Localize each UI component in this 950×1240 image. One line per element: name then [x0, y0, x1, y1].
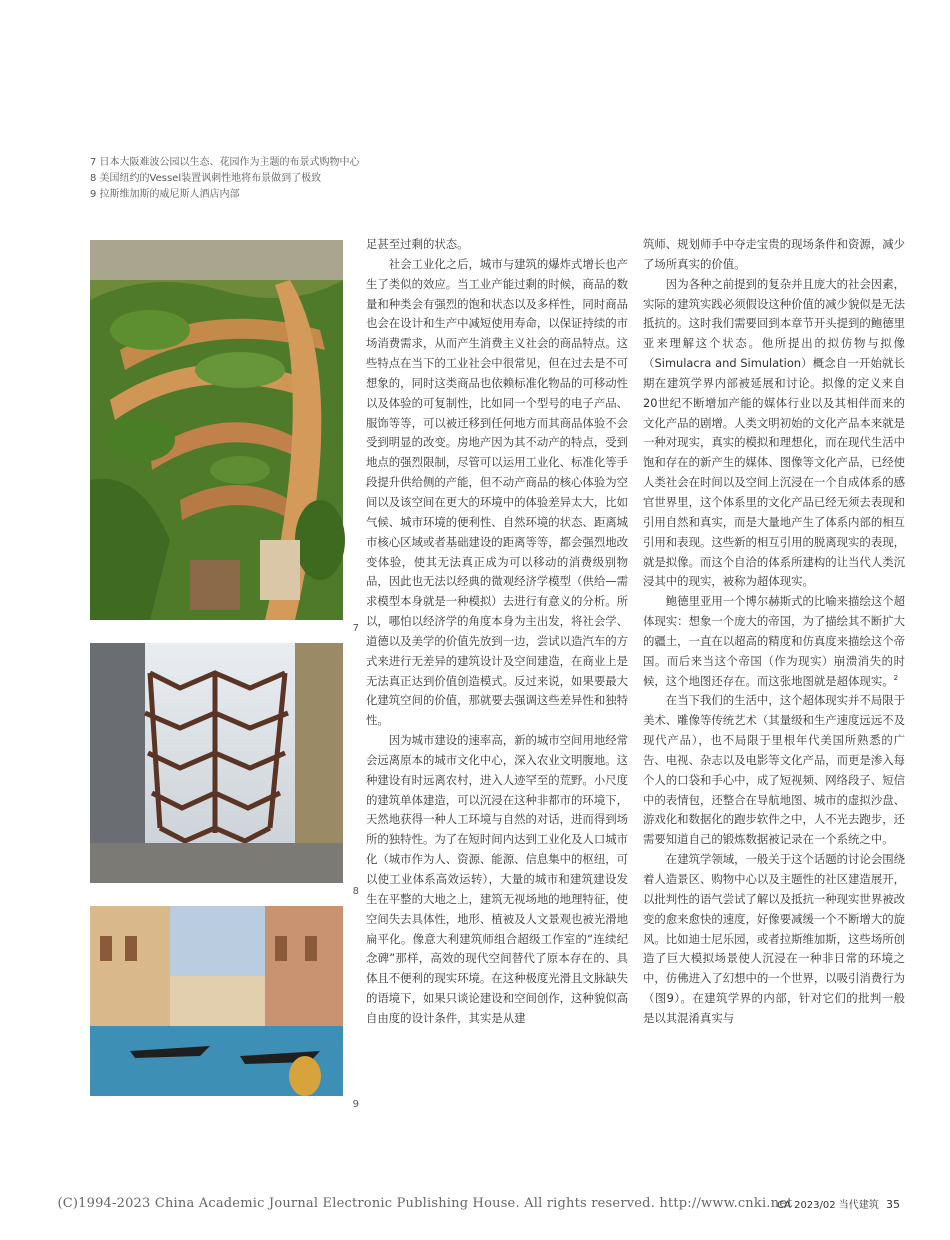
text-column-1	[366, 235, 628, 1029]
caption-fig7: 7 日本大阪难波公园以生态、花园作为主题的布景式购物中心	[90, 157, 360, 168]
copyright-footer: (C)1994-2023 China Academic Journal Electronic Publishing House. All rights reserved. http://www.cnki.net	[57, 1196, 793, 1211]
journal-name: CA 2023/02 当代建筑	[777, 1200, 879, 1211]
paragraph: 足甚至过剩的状态。	[366, 237, 469, 251]
figure-captions	[90, 155, 490, 203]
footnote-mark: 2	[893, 673, 899, 682]
photo-venetian	[90, 906, 359, 1110]
caption-fig9: 9 拉斯维加斯的威尼斯人酒店内部	[90, 189, 240, 200]
paragraph: 因为城市建设的速率高，新的城市空间用地经常会远离原本的城市文化中心，深入农业文明腹地。这种建设有时远离农村，进入人迹罕至的荒野。小尺度的建筑单体建造，可以沉浸在这种非都市的环境下，天然地获得一种人工环境与自然的对话，进而得到场所的独特性。为了在短时间内达到工业化及人口城市化（城市作为人、资源、能源、信息集中的枢纽，可以使工业体系高效运转），大量的城市和建筑建设发生在平整的大地之上，建筑无视场地的地理特征，使空间失去具体性，地形、植被及人文景观也被光滑地扁平化。像意大利建筑师组合超级工作室的“连续纪念碑”那样，高效的现代空间替代了原本存在的、具体且不便利的现实环境。在这种极度光滑且文脉缺失的语境下，如果只谈论建设和空间创作，这种貌似高自由度的设计条件，其实是从建	[366, 733, 629, 1025]
paragraph: 社会工业化之后，城市与建筑的爆炸式增长也产生了类似的效应。当工业产能过剩的时候，商品的数量和种类会有强烈的饱和状态以及多样性，同时商品也会在设计和生产中减短使用寿命，以保证持续的市场消费需求，从而产生消费主义社会的商品特点。这些特点在当下的工业社会中很常见，但在过去是不可想象的，同时这类商品也依赖标准化物品的可移动性以及体验的可复制性，比如同一个型号的电子产品、服饰等等，可以被迁移到任何地方而其商品体验不会受到明显的改变。房地产因为其不动产的特点，受到地点的强烈限制，尽管可以运用工业化、标准化等手段提升供给侧的产能，但不动产商品的核心体验为空间以及该空间在更大的环境中的体验差异太大，比如气候、城市环境的便利性、自然环境的状态、距离城市核心区域或者基础建设的距离等等，都会强烈地改变体验，使其无法真正成为可以移动的消费级别物品，因此也无法以经典的微观经济学模型（供给—需求模型本身就是一种模拟）去进行有意义的分析。所以，哪怕以经济学的角度本身为主出发，将社会学、道德以及美学的价值先放到一边，尝试以造汽车的方式来进行无差异的建筑设计及空间建造，在商业上是无法真正达到价值创造模式。反过来说，如果要最大化建筑空间的价值，那就要去强调这些差异性和独特性。	[366, 256, 629, 728]
figure-number-7: 7	[352, 623, 359, 634]
venetian-image	[90, 906, 343, 1096]
page-number: 35	[886, 1198, 900, 1211]
paragraph: 筑师、规划师手中夺走宝贵的现场条件和资源，减少了场所真实的价值。	[643, 237, 905, 271]
photo-vessel	[90, 643, 359, 897]
text-column-2	[643, 235, 905, 1029]
paragraph	[643, 592, 905, 691]
journal-footer	[777, 1196, 900, 1211]
paragraph: 在当下我们的生活中，这个超体现实并不局限于美术、雕像等传统艺术（其量级和生产速度远远不及现代产品），也不局限于里根年代美国所熟悉的广告、电视、杂志以及电影等文化产品，而更是渗入每个人的口袋和手心中，成了短视频、网络段子、短信中的表情包，还整合在导航地图、城市的虚拟沙盘、游戏化和数据化的跑步软件之中，人不光去跑步，还需要知道自己的锻炼数据被记录在一个系统之中。	[643, 693, 906, 847]
namba-parks-image	[90, 240, 343, 620]
caption-fig8: 8 美国纽约的Vessel装置讽刺性地将布景做到了极致	[90, 173, 322, 184]
paragraph-text: 鲍德里亚用一个博尔赫斯式的比喻来描绘这个超体现实：想象一个庞大的帝国，为了描绘其不断扩大的疆土，一直在以超高的精度和仿真度来描绘这个帝国。而后来当这个帝国（作为现实）崩溃消失的时候，这个地图还存在。而这张地图就是超体现实。	[643, 594, 906, 688]
figure-number-8: 8	[352, 886, 359, 897]
photo-namba-parks	[90, 240, 359, 634]
figure-number-9: 9	[352, 1099, 359, 1110]
vessel-image	[90, 643, 343, 883]
paragraph: 因为各种之前提到的复杂并且庞大的社会因素，实际的建筑实践必须假设这种价值的减少貌似是无法抵抗的。这时我们需要回到本章节开头提到的鲍德里亚来理解这个状态。他所提出的拟仿物与拟像（Simulacra and Simulation）概念自一开始就长期在建筑学界内部被延展和讨论。拟像的定义来自20世纪不断增加产能的媒体行业以及其相伴而来的文化产品的剧增。人类文明初始的文化产品本来就是一种对现实，真实的模拟和理想化，而在现代生活中饱和存在的新产生的媒体、图像等文化产品，已经使人类社会在时间以及空间上沉浸在一个自成体系的感官世界里，这个体系里的文化产品已经无须去表现和引用自然和真实，而是大量地产生了体系内部的相互引用和表现。这些新的相互引用的脱离现实的表现，就是拟像。而这个自洽的体系所建构的让当代人类沉浸其中的现实，被称为超体现实。	[643, 276, 906, 589]
paragraph: 在建筑学领域，一般关于这个话题的讨论会围绕着人造景区、购物中心以及主题性的社区建造展开，以批判性的语气尝试了解以及抵抗一种现实世界被改变的愈来愈快的速度，好像要减缓一个不断增大的旋风。比如迪士尼乐园，或者拉斯维加斯，这些场所创造了巨大模拟场景使人沉浸在一种非日常的环境之中，仿佛进入了幻想中的一个世界，以吸引消费行为（图9）。在建筑学界的内部，针对它们的批判一般是以其混淆真实与	[643, 852, 906, 1025]
